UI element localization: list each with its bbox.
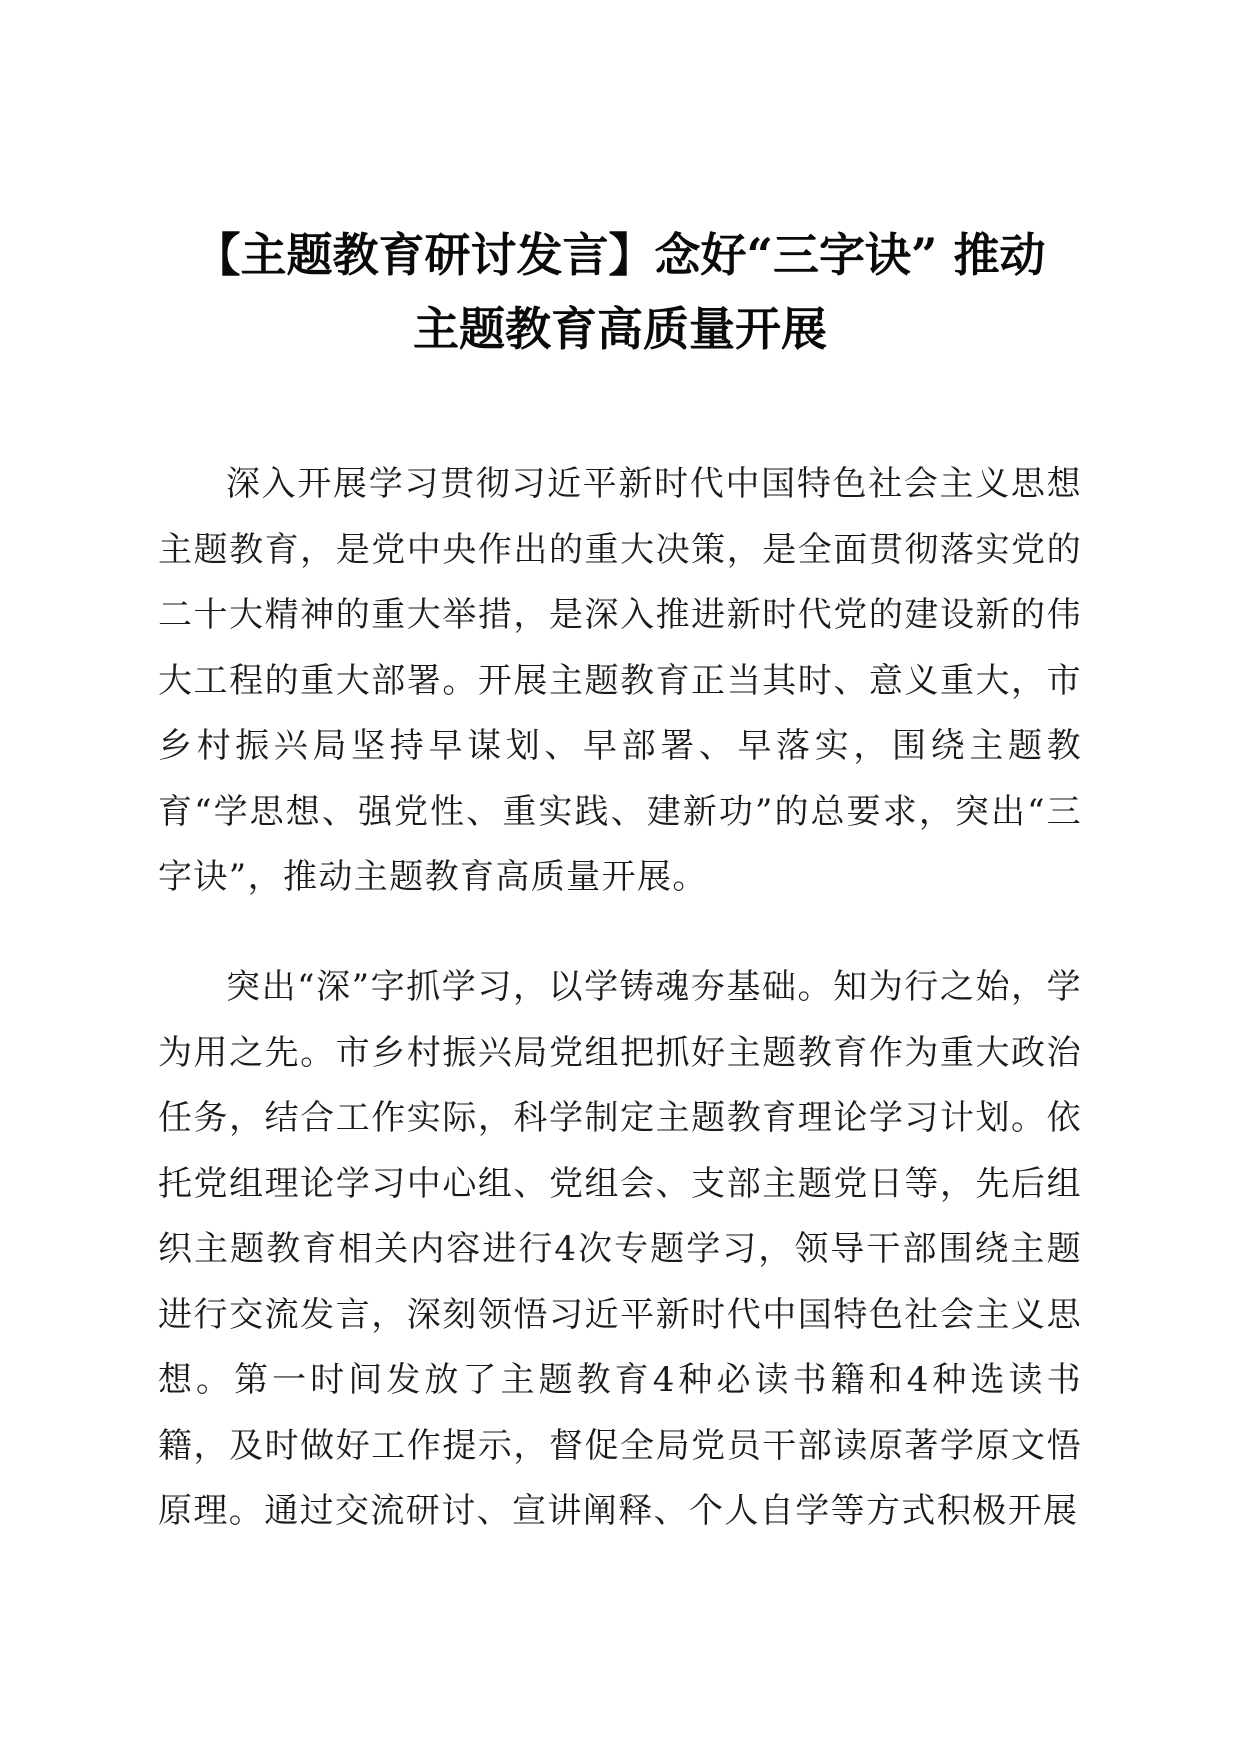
- title-line-2: 主题教育高质量开展: [413, 302, 827, 356]
- paragraph-study: 突出“深”字抓学习，以学铸魂夯基础。知为行之始，学为用之先。市乡村振兴局党组把抓好主题教育作为重大政治任务，结合工作实际，科学制定主题教育理论学习计划。依托党组理论学习中心组、党组会、支部主题党日等，先后组织主题教育相关内容进行4次专题学习，领导干部围绕主题进行交流发言，深刻领悟习近平新时代中国特色社会主义思想。第一时间发放了主题教育4种必读书籍和4种选读书籍，及时做好工作提示，督促全局党员干部读原著学原文悟原理。通过交流研讨、宣讲阐释、个人自学等方式积极开展: [158, 967, 1082, 1531]
- title-line-1: 【主题教育研讨发言】念好“三字诀” 推动: [194, 228, 1046, 282]
- document-title: [150, 218, 1090, 366]
- paragraph-intro: 深入开展学习贯彻习近平新时代中国特色社会主义思想主题教育，是党中央作出的重大决策，是全面贯彻落实党的二十大精神的重大举措，是深入推进新时代党的建设新的伟大工程的重大部署。开展主题教育正当其时、意义重大，市乡村振兴局坚持早谋划、早部署、早落实，围绕主题教育“学思想、强党性、重实践、建新功”的总要求，突出“三字诀”，推动主题教育高质量开展。: [158, 464, 1082, 897]
